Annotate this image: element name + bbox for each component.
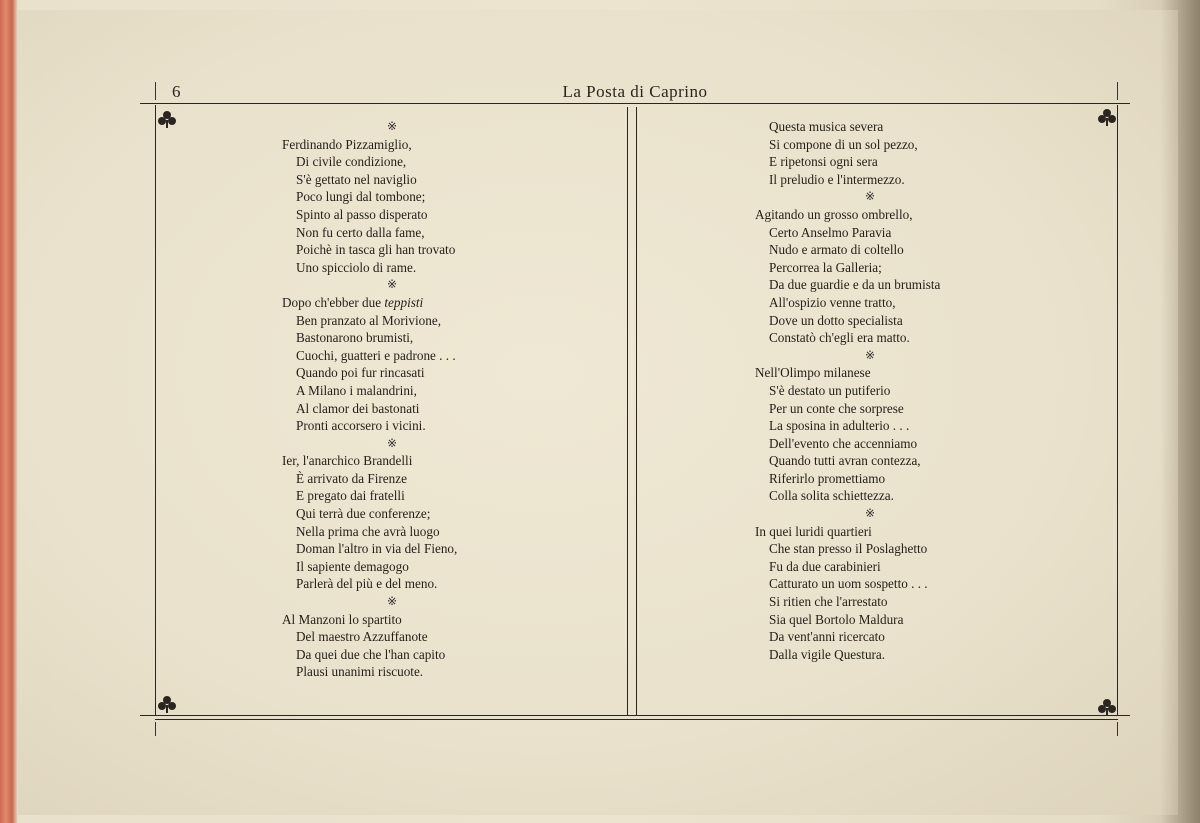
verse-line: Questa musica severa [769,119,884,134]
frame-left-rule [155,105,156,715]
verse-line: Uno spicciolo di rame. [296,259,417,275]
verse-line: La sposina in adulterio . . . [769,418,910,434]
page-title: La Posta di Caprino [562,82,708,101]
verse-line: Il preludio e l'intermezzo. [769,171,905,187]
verse-line: Nudo e armato di coltello [769,242,904,258]
right-column [755,118,1095,663]
stanza [282,452,612,593]
verse-line: Catturato un uom sospetto . . . [769,576,928,592]
verse-line: Ferdinando Pizzamiglio, [282,136,412,152]
verse-line: Il sapiente demagogo [296,558,409,574]
verse-line: All'ospizio venne tratto, [769,294,896,310]
stanza-separator: ※ [386,435,398,450]
verse-line: Colla solita schiettezza. [769,488,894,504]
verse-line: Al Manzoni lo spartito [282,611,402,627]
footer-tick-left [155,722,156,736]
page-number: 6 [172,82,181,101]
verse-line: È arrivato da Firenze [296,470,407,486]
verse-line: Al clamor dei bastonati [296,400,420,416]
clover-ornament-icon [1097,698,1117,718]
italic-word: teppisti [384,294,424,310]
verse-line: S'è gettato nel naviglio [296,171,417,187]
verse-line: Cuochi, guatteri e padrone . . . [296,347,456,363]
clover-ornament-icon [157,110,177,130]
verse-line: Constatò ch'egli era matto. [769,330,910,346]
verse-line: Non fu certo dalla fame, [296,224,425,240]
stanza [282,136,612,277]
verse-line: Dalla vigile Questura. [769,646,886,662]
stanza-separator: ※ [386,277,398,292]
verse-line: Percorrea la Galleria; [769,259,882,275]
verse-line: Per un conte che sorprese [769,400,904,416]
verse-line: Spinto al passo disperato [296,206,428,222]
binding-shadow [1160,0,1200,823]
verse-line: Quando tutti avran contezza, [769,453,921,469]
header-tick-left [155,82,156,100]
verse-line: Da vent'anni ricercato [769,629,885,645]
verse-line: Plausi unanimi riscuote. [296,664,424,680]
verse-line-text: Dopo ch'ebber due [282,294,385,310]
running-header [140,82,1130,104]
verse-line: Certo Anselmo Paravia [769,224,892,240]
verse-line: Da quei due che l'han capito [296,646,446,662]
clover-ornament-icon [157,695,177,715]
verse-line [282,294,612,312]
verse-line: Doman l'altro in via del Fieno, [296,541,458,557]
verse-line: A Milano i malandrini, [296,382,417,398]
verse-line: Qui terrà due conferenze; [296,506,431,522]
verse-line: E ripetonsi ogni sera [769,154,878,170]
verse-line: Da due guardie e da un brumista [769,277,941,293]
left-column [282,118,612,681]
verse-line: Si ritien che l'arrestato [769,594,888,610]
stanza [755,118,1095,188]
verse-line: Poichè in tasca gli han trovato [296,242,456,258]
frame-right-rule [1117,105,1118,715]
verse-line: Fu da due carabinieri [769,558,881,574]
verse-line: Ier, l'anarchico Brandelli [282,453,413,469]
verse-line: S'è destato un putiferio [769,382,891,398]
frame-bottom-rule-inner [155,719,1118,720]
stanza-separator: ※ [864,506,876,521]
stanza-separator: ※ [386,594,398,609]
verse-line: Riferirlo promettiamo [769,470,886,486]
stanza [755,206,1095,347]
verse-line: Bastonarono brumisti, [296,330,414,346]
verse-line: Poco lungi dal tombone; [296,189,426,205]
verse-line: Pronti accorsero i vicini. [296,418,426,434]
footer-tick-right [1117,722,1118,736]
verse-line: Nella prima che avrà luogo [296,523,440,539]
column-divider [627,107,637,715]
verse-line: Si compone di un sol pezzo, [769,136,918,152]
clover-ornament-icon [1097,108,1117,128]
stanza-separator: ※ [864,347,876,362]
verse-line: E pregato dai fratelli [296,488,405,504]
verse-line: Dove un dotto specialista [769,312,903,328]
stanza [755,364,1095,505]
stanza [282,294,612,435]
verse-line: Di civile condizione, [296,154,407,170]
verse-line: Quando poi fur rincasati [296,365,425,381]
verse-line: Parlerà del più e del meno. [296,576,438,592]
verse-line: Agitando un grosso ombrello, [755,206,913,222]
stanza-separator: ※ [386,119,398,133]
header-tick-right [1117,82,1118,100]
verse-line: Nell'Olimpo milanese [755,365,871,381]
frame-bottom-rule [140,715,1130,716]
verse-line: Ben pranzato al Morivione, [296,312,442,328]
verse-line: Che stan presso il Poslaghetto [769,541,928,557]
verse-line: Sia quel Bortolo Maldura [769,611,904,627]
stanza [755,523,1095,664]
verse-line: Del maestro Azzuffanote [296,629,428,645]
verse-line: In quei luridi quartieri [755,523,872,539]
stanza [282,611,612,681]
verse-line: Dell'evento che accenniamo [769,435,918,451]
stanza-separator: ※ [864,189,876,204]
header-rule [140,103,1130,104]
